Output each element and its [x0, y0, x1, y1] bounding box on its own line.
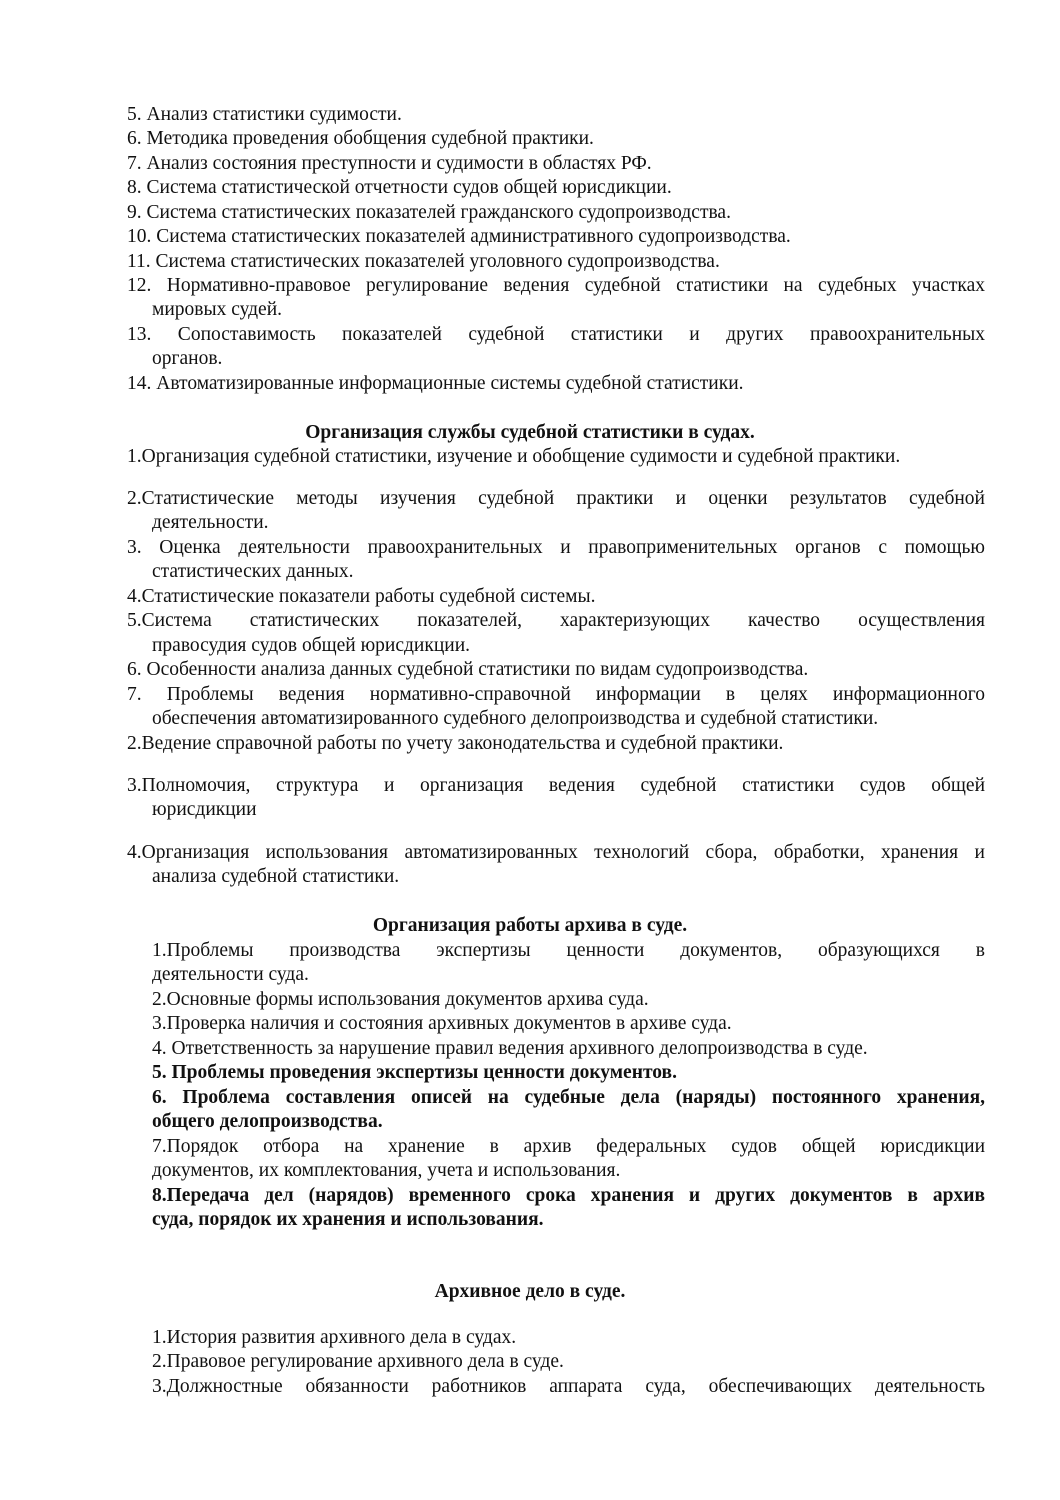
list-item: 12. Нормативно-правовое регулирование ведения судебной статистики на судебных участках	[127, 275, 985, 296]
list-item-continuation: правосудия судов общей юрисдикции.	[152, 635, 471, 656]
list-item: 3.Должностные обязанности работников аппарата суда, обеспечивающих деятельность	[152, 1376, 985, 1397]
list-item: 8.Передача дел (нарядов) временного срока хранения и других документов в архив	[152, 1185, 985, 1206]
list-item-continuation: статистических данных.	[152, 561, 354, 582]
list-item: 6. Проблема составления описей на судебные дела (наряды) постоянного хранения,	[152, 1087, 985, 1108]
list-item: 14. Автоматизированные информационные системы судебной статистики.	[127, 373, 744, 394]
list-item: 1.История развития архивного дела в судах.	[152, 1327, 517, 1348]
list-item: 5. Анализ статистики судимости.	[127, 104, 402, 125]
list-item-continuation: мировых судей.	[152, 299, 283, 320]
list-item: 7. Проблемы ведения нормативно-справочной информации в целях информационного	[127, 684, 985, 705]
list-item: 8. Система статистической отчетности судов общей юрисдикции.	[127, 177, 672, 198]
list-item: 6. Методика проведения обобщения судебной практики.	[127, 128, 594, 149]
list-item: 6. Особенности анализа данных судебной статистики по видам судопроизводства.	[127, 659, 809, 680]
list-item: 2.Основные формы использования документов архива суда.	[152, 989, 649, 1010]
list-item: 2.Статистические методы изучения судебной практики и оценки результатов судебной	[127, 488, 985, 509]
list-item: 7.Порядок отбора на хранение в архив федеральных судов общей юрисдикции	[152, 1136, 985, 1157]
list-item: 3.Полномочия, структура и организация ведения судебной статистики судов общей	[127, 775, 985, 796]
list-item-continuation: суда, порядок их хранения и использования.	[152, 1209, 544, 1230]
list-item: 10. Система статистических показателей административного судопроизводства.	[127, 226, 791, 247]
list-item: 3.Проверка наличия и состояния архивных документов в архиве суда.	[152, 1013, 732, 1034]
section-heading: Архивное дело в суде.	[434, 1281, 626, 1302]
section-heading: Организация работы архива в суде.	[372, 915, 688, 936]
list-item: 11. Система статистических показателей уголовного судопроизводства.	[127, 251, 720, 272]
list-item: 4.Организация использования автоматизированных технологий сбора, обработки, хранения и	[127, 842, 985, 863]
list-item: 4.Статистические показатели работы судебной системы.	[127, 586, 596, 607]
list-item: 5. Проблемы проведения экспертизы ценности документов.	[152, 1062, 677, 1083]
list-item-continuation: юрисдикции	[152, 799, 257, 820]
list-item: 1.Организация судебной статистики, изучение и обобщение судимости и судебной практики.	[127, 446, 901, 467]
list-item-continuation: общего делопроизводства.	[152, 1111, 383, 1132]
list-item: 13. Сопоставимость показателей судебной статистики и других правоохранительных	[127, 324, 985, 345]
list-item-continuation: документов, их комплектования, учета и использования.	[152, 1160, 621, 1181]
list-item-continuation: анализа судебной статистики.	[152, 866, 400, 887]
list-item: 7. Анализ состояния преступности и судимости в областях РФ.	[127, 153, 652, 174]
list-item: 2.Ведение справочной работы по учету законодательства и судебной практики.	[127, 733, 784, 754]
list-item: 9. Система статистических показателей гражданского судопроизводства.	[127, 202, 731, 223]
list-item-continuation: обеспечения автоматизированного судебного делопроизводства и судебной статистики.	[152, 708, 879, 729]
list-item-continuation: деятельности суда.	[152, 964, 309, 985]
list-item: 1.Проблемы производства экспертизы ценности документов, образующихся в	[152, 940, 985, 961]
list-item-continuation: органов.	[152, 348, 223, 369]
list-item: 2.Правовое регулирование архивного дела в суде.	[152, 1351, 564, 1372]
list-item: 4. Ответственность за нарушение правил ведения архивного делопроизводства в суде.	[152, 1038, 868, 1059]
list-item: 3. Оценка деятельности правоохранительных и правоприменительных органов с помощью	[127, 537, 985, 558]
section-heading: Организация службы судебной статистики в судах.	[305, 422, 755, 443]
list-item-continuation: деятельности.	[152, 512, 269, 533]
list-item: 5.Система статистических показателей, характеризующих качество осуществления	[127, 610, 985, 631]
